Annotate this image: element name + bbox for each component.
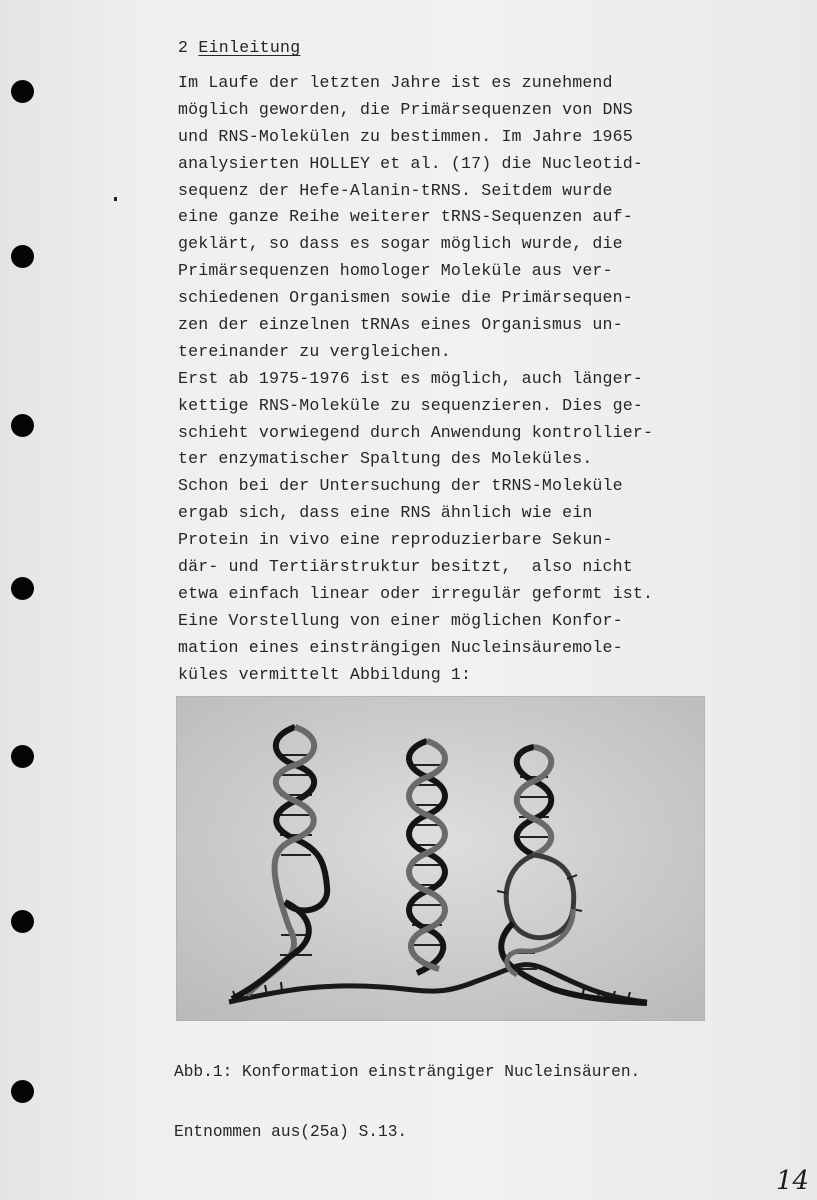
punch-hole (11, 414, 34, 437)
text-line: sequenz der Hefe-Alanin-tRNS. Seitdem wurde (178, 180, 613, 200)
text-line: tereinander zu vergleichen. (178, 341, 451, 361)
punch-hole (11, 245, 34, 268)
text-line: ergab sich, dass eine RNS ähnlich wie ein (178, 503, 593, 523)
caption-line: Abb.1: Konformation einsträngiger Nucleinsäuren. (174, 1063, 641, 1081)
section-number: 2 (178, 38, 189, 57)
figure-helices (176, 696, 705, 1021)
text-line: schiedenen Organismen sowie die Primärsequen- (178, 288, 633, 308)
helix-illustration (177, 697, 704, 1020)
punch-hole (11, 1080, 34, 1103)
punch-hole (11, 745, 34, 768)
punch-hole (11, 80, 34, 103)
text-line: Eine Vorstellung von einer möglichen Konfor- (178, 610, 623, 630)
text-line: küles vermittelt Abbildung 1: (178, 664, 472, 684)
text-line: Protein in vivo eine reproduzierbare Sekun- (178, 530, 613, 550)
text-line: kettige RNS-Moleküle zu sequenzieren. Dies ge- (178, 395, 643, 415)
ink-speck (114, 197, 117, 201)
text-line: mation eines einsträngigen Nucleinsäuremole- (178, 637, 623, 657)
text-line: ter enzymatischer Spaltung des Moleküles. (178, 449, 593, 469)
caption-line: Entnommen aus(25a) S.13. (174, 1123, 408, 1141)
section-heading (178, 38, 300, 57)
text-line: Im Laufe der letzten Jahre ist es zunehmend (178, 73, 613, 92)
page-number: 14 (776, 1166, 810, 1196)
text-line: analysierten HOLLEY et al. (17) die Nucleotid- (178, 153, 643, 173)
punch-hole (11, 577, 34, 600)
text-line: geklärt, so dass es sogar möglich wurde, die (178, 234, 623, 254)
text-line: Schon bei der Untersuchung der tRNS-Moleküle (178, 476, 623, 496)
text-line: schieht vorwiegend durch Anwendung kontrollier- (178, 422, 654, 442)
text-line: und RNS-Molekülen zu bestimmen. Im Jahre 1965 (178, 126, 633, 146)
figure-caption (174, 1022, 640, 1162)
text-line: etwa einfach linear oder irregulär geformt ist. (178, 583, 654, 603)
text-line: där- und Tertiärstruktur besitzt, also nicht (178, 557, 633, 577)
text-line: eine ganze Reihe weiterer tRNS-Sequenzen auf- (178, 207, 633, 227)
paragraph (178, 70, 708, 688)
text-line: möglich geworden, die Primärsequenzen von DNS (178, 99, 633, 119)
text-line: Primärsequenzen homologer Moleküle aus ver- (178, 261, 613, 281)
punch-hole (11, 910, 34, 933)
text-line: Erst ab 1975-1976 ist es möglich, auch länger- (178, 368, 643, 388)
text-line: zen der einzelnen tRNAs eines Organismus un- (178, 315, 623, 335)
section-title: Einleitung (198, 38, 301, 57)
